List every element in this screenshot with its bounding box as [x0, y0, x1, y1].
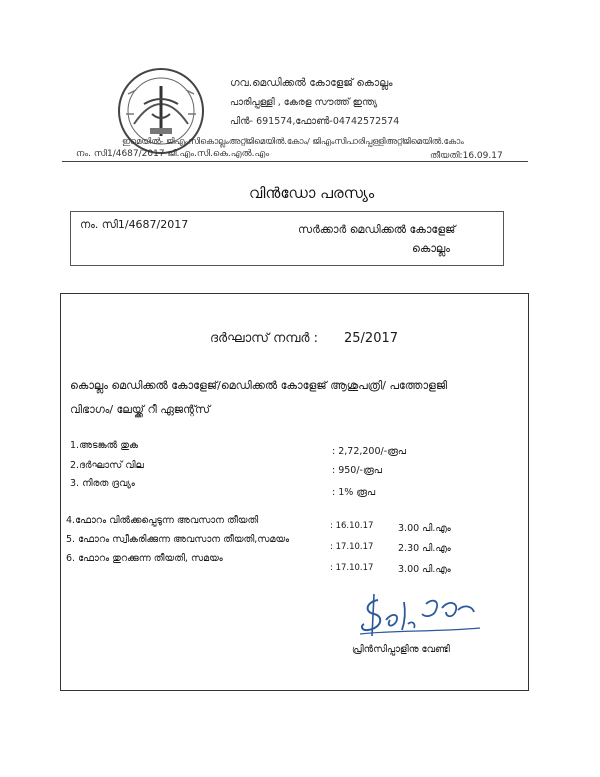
item-value: : 950/-രൂപ: [332, 465, 382, 476]
schedule-time: 3.00 പി.എം: [398, 523, 451, 534]
header-divider: [62, 161, 528, 162]
schedule-time: 2.30 പി.എം: [398, 543, 451, 554]
schedule-label: 6. ഫോറം തുറക്കുന്ന തീയതി, സമയം: [66, 553, 223, 564]
item-label: 2.ദര്‍ഘാസ് വില: [70, 460, 144, 471]
notice-org-line2: കൊല്ലം: [412, 242, 450, 255]
email-line: ഇമെയില്‍- ജിഎംസികൊല്ലംഅറ്റ്ജിമെയില്‍.കോം/ ജിഎംസിപാരിപ്പള്ളിഅറ്റ്ജിമെയില്‍.കോം: [122, 136, 464, 146]
schedule-time: 3.00 പി.എം: [398, 564, 451, 575]
schedule-date: : 17.10.17: [330, 542, 374, 552]
tender-description-line1: കൊല്ലം മെഡിക്കല്‍ കോളേജ്/മെഡിക്കല്‍ കോളേജ് ആശുപത്രി/ പത്തോളജി: [70, 379, 448, 392]
notice-ref: നം. സി1/4687/2017: [80, 218, 189, 231]
handwritten-signature: [356, 590, 486, 638]
schedule-label: 5. ഫോറം സ്വീകരിക്കുന്ന അവസാന തീയതി,സമയം: [66, 534, 290, 545]
schedule-date: : 16.10.17: [330, 521, 374, 531]
reference-number: നം. സി1/4687/2017 ജി.എം.സി.കെ.എല്‍.എം: [76, 149, 270, 159]
signatory-designation: പ്രിന്‍സിപ്പാളിനു വേണ്ടി: [352, 644, 450, 655]
tender-number: 25/2017: [344, 331, 399, 346]
item-label: 3. നിരത ദ്രവ്യം: [70, 478, 135, 489]
institution-name: ഗവ.മെഡിക്കല്‍ കോളേജ് കൊല്ലം: [230, 77, 393, 89]
schedule-date: : 17.10.17: [330, 563, 374, 573]
item-value: : 1% രൂപ: [332, 487, 376, 498]
tender-description-line2: വിഭാഗം/ ലേയ്ക്ക് റീ ഏജന്റ്സ്: [70, 403, 211, 416]
schedule-label: 4.ഫോറം വില്‍ക്കപ്പെടുന്ന അവസാന തീയതി: [66, 515, 259, 526]
tender-label: ദര്‍ഘാസ് നമ്പര്‍ :: [210, 331, 318, 346]
page-title: വിന്‍ഡോ പരസ്യം: [249, 184, 375, 202]
letter-date: തീയതി:16.09.17: [430, 151, 503, 161]
pin-phone: പിന്‍- 691574,ഫോണ്‍-04742572574: [230, 116, 400, 127]
item-value: : 2,72,200/-രൂപ: [332, 446, 407, 457]
item-label: 1.അടങ്കല്‍ തുക: [70, 440, 139, 451]
notice-org-line1: സര്‍ക്കാര്‍ മെഡിക്കല്‍ കോളേജ്: [298, 223, 456, 236]
institution-location: പാരിപ്പള്ളി , കേരള സൗത്ത് ഇന്ത്യ: [230, 97, 378, 108]
